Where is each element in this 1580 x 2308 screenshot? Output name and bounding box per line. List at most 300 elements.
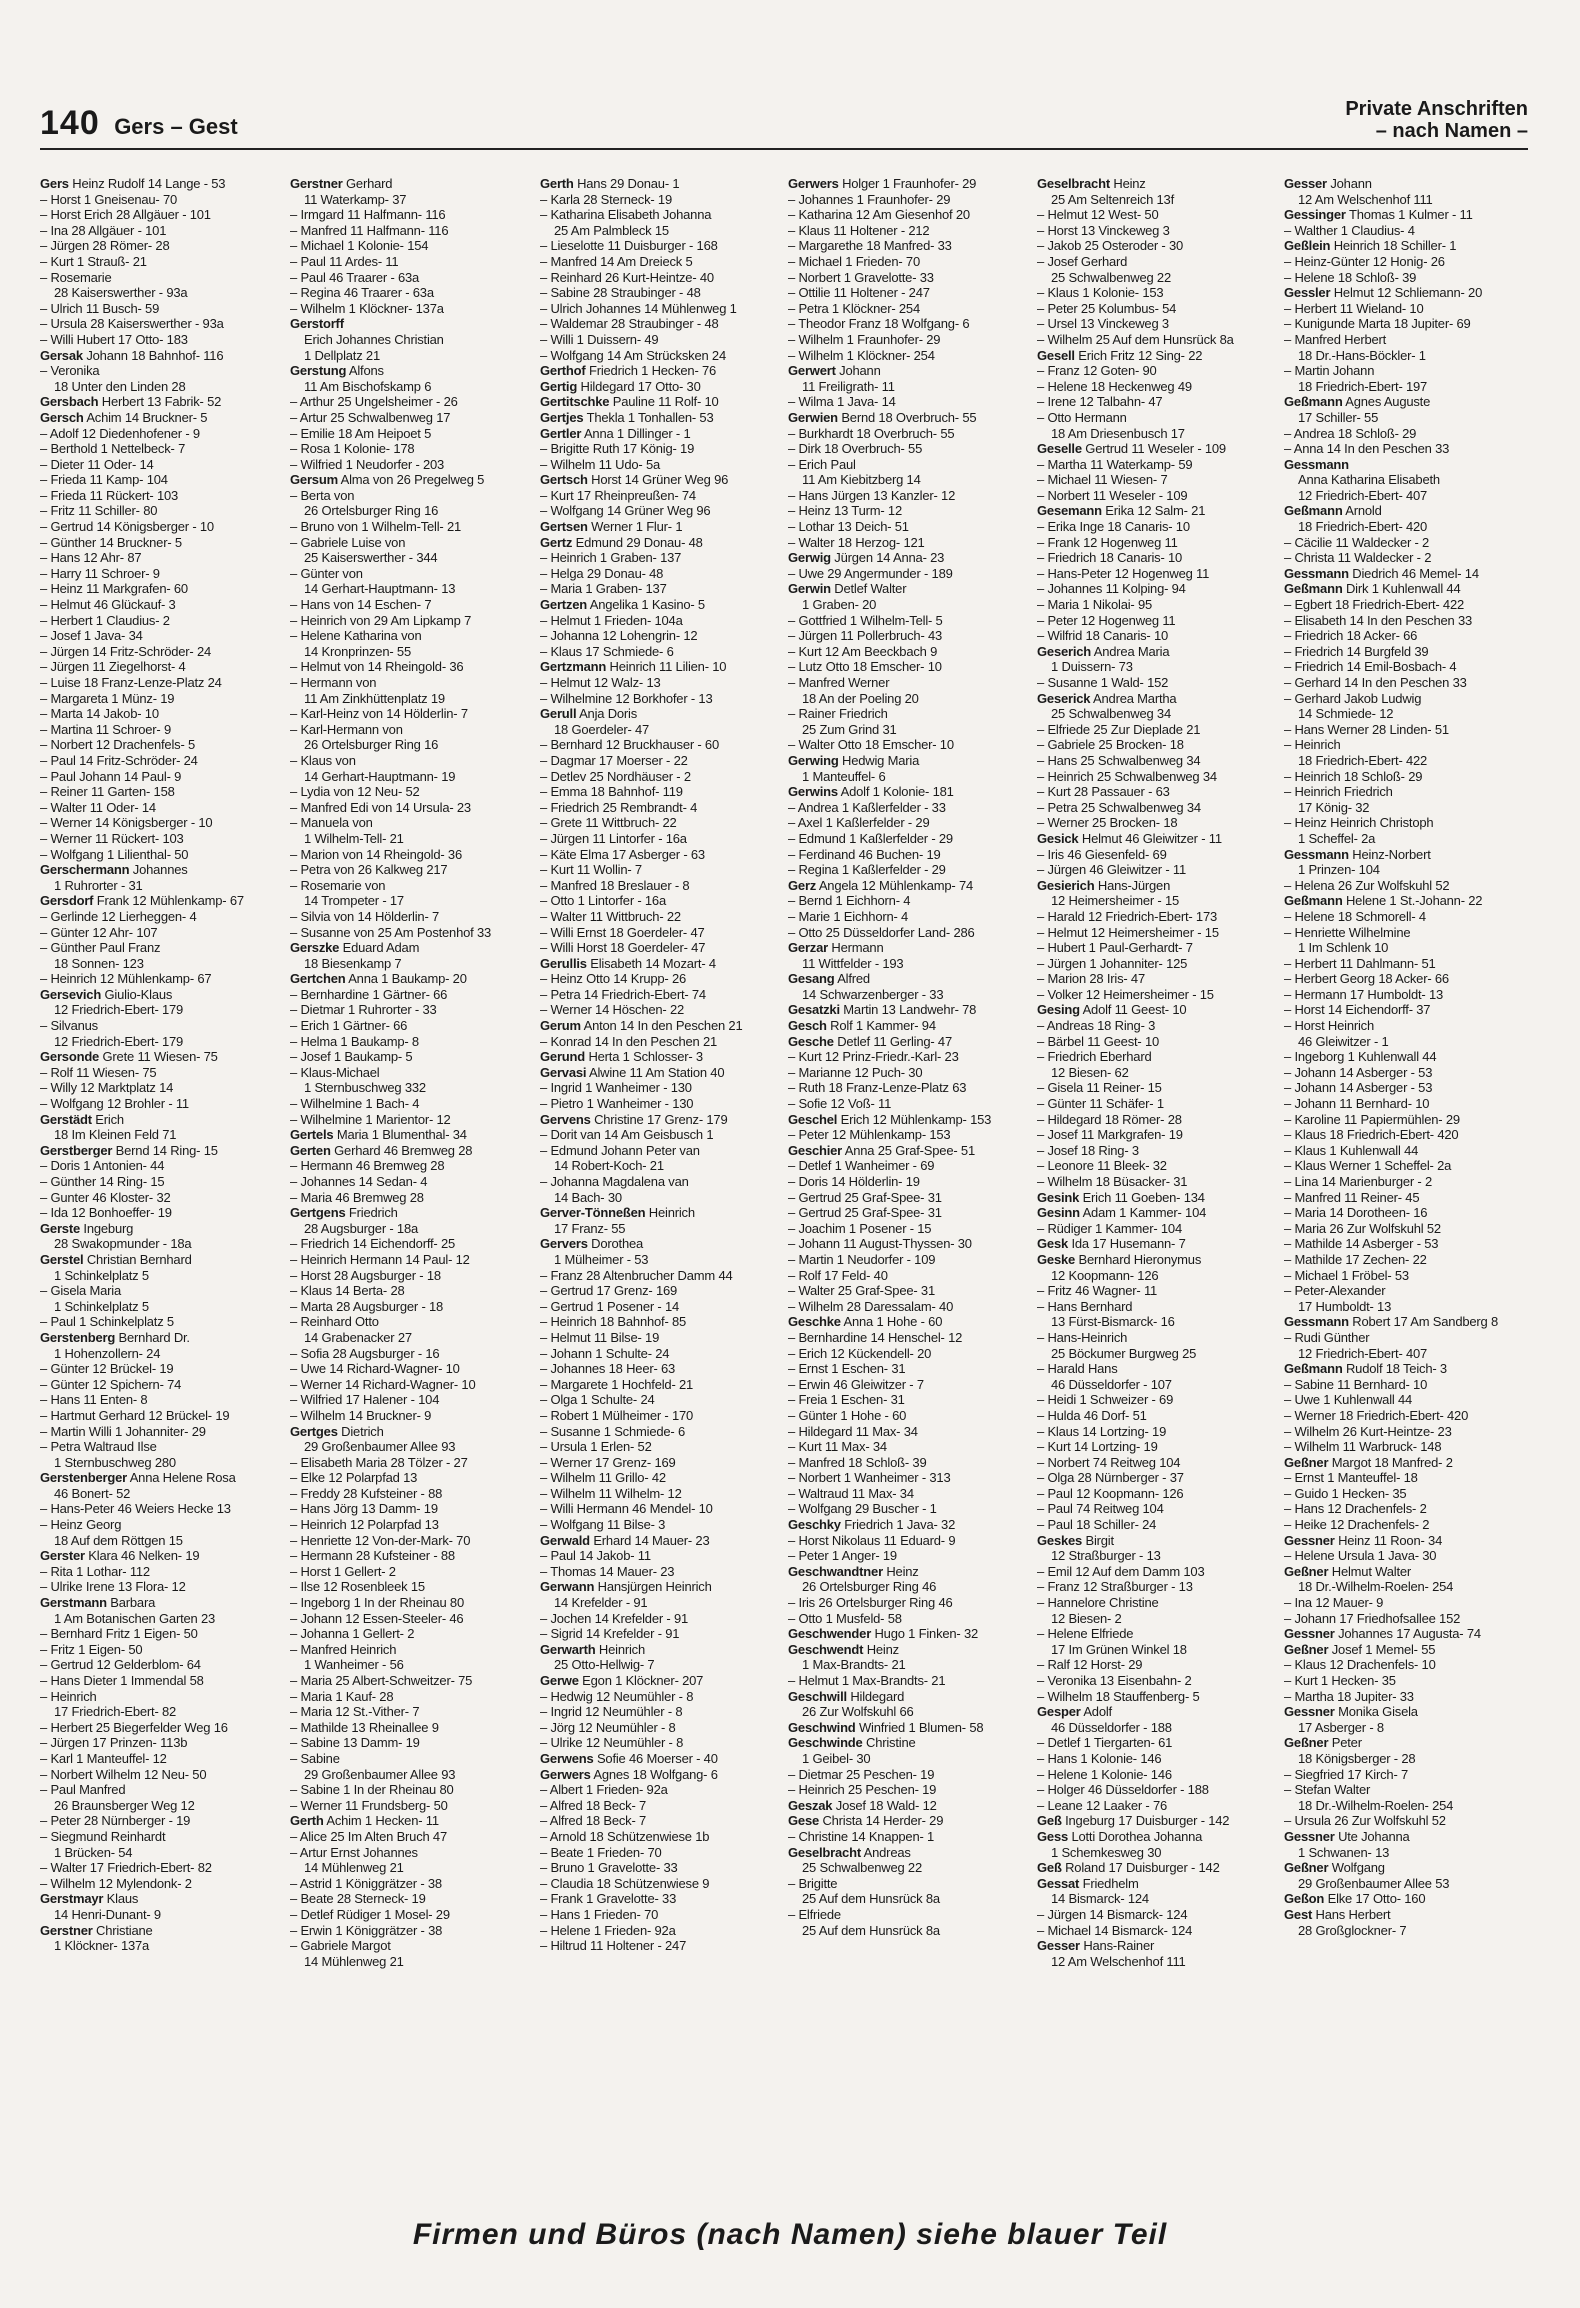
entry-text: Hugo 1 Finken- 32 bbox=[874, 1626, 979, 1642]
directory-entry bbox=[1037, 1143, 1277, 1159]
directory-entry bbox=[788, 1579, 1028, 1595]
entry-text: 13 Fürst-Bismarck- 16 bbox=[1051, 1314, 1175, 1330]
entry-surname: Gersum bbox=[290, 472, 338, 488]
directory-entry bbox=[540, 1486, 780, 1502]
directory-entry bbox=[1284, 535, 1524, 551]
entry-text: – Thomas 14 Mauer- 23 bbox=[540, 1563, 675, 1579]
entry-text: – Horst Erich 28 Allgäuer - 101 bbox=[40, 207, 211, 223]
entry-text: – Marta 14 Jakob- 10 bbox=[40, 706, 159, 722]
directory-entry bbox=[40, 706, 280, 722]
entry-text: 1 Brücken- 54 bbox=[54, 1844, 133, 1860]
directory-entry bbox=[788, 940, 1028, 956]
entry-text: 1 Wilhelm-Tell- 21 bbox=[304, 830, 404, 846]
entry-text: – Dietmar 25 Peschen- 19 bbox=[788, 1766, 935, 1782]
directory-entry bbox=[290, 394, 530, 410]
entry-text: Herta 1 Schlosser- 3 bbox=[588, 1049, 703, 1065]
section-title-line1: Private Anschriften bbox=[1345, 98, 1528, 120]
directory-entry bbox=[40, 503, 280, 519]
entry-text: – Berta von bbox=[290, 487, 355, 503]
entry-surname: Gessmann bbox=[1284, 846, 1349, 862]
directory-entry bbox=[40, 1377, 280, 1393]
directory-entry bbox=[788, 909, 1028, 925]
entry-surname: Gertler bbox=[540, 425, 582, 441]
directory-entry bbox=[40, 1408, 280, 1424]
entry-text: Erika 12 Salm- 21 bbox=[1105, 503, 1206, 519]
entry-text: – Helena 26 Zur Wolfskuhl 52 bbox=[1284, 877, 1450, 893]
entry-text: Grete 11 Wiesen- 75 bbox=[102, 1049, 218, 1065]
directory-entry bbox=[40, 1049, 280, 1065]
directory-entry bbox=[40, 426, 280, 442]
entry-text: Erhard 14 Mauer- 23 bbox=[593, 1532, 710, 1548]
directory-entry bbox=[290, 1346, 530, 1362]
entry-text: – Petra 14 Friedrich-Ebert- 74 bbox=[540, 986, 706, 1002]
directory-entry bbox=[40, 581, 280, 597]
directory-entry bbox=[290, 1767, 530, 1783]
entry-text: – Ulrich 11 Busch- 59 bbox=[40, 300, 160, 316]
directory-entry bbox=[1284, 1299, 1524, 1315]
directory-entry bbox=[788, 1408, 1028, 1424]
entry-text: Gerhard bbox=[346, 176, 393, 191]
entry-text: – Petra 1 Klöckner- 254 bbox=[788, 300, 920, 316]
entry-text: – Margareta 1 Münz- 19 bbox=[40, 690, 175, 706]
directory-entry bbox=[540, 909, 780, 925]
directory-entry bbox=[540, 472, 780, 488]
directory-entry bbox=[788, 1626, 1028, 1642]
entry-text: – Joachim 1 Posener - 15 bbox=[788, 1220, 932, 1236]
directory-entry bbox=[40, 1392, 280, 1408]
entry-text: 25 Schwalbenweg 22 bbox=[1051, 269, 1171, 285]
entry-text: – Henriette 12 Von-der-Mark- 70 bbox=[290, 1532, 471, 1548]
entry-text: – Gabriele Luise von bbox=[290, 534, 406, 550]
directory-entry bbox=[290, 519, 530, 535]
directory-entry bbox=[540, 1158, 780, 1174]
entry-text: – Günter 1 Hohe - 60 bbox=[788, 1407, 907, 1423]
entry-text: 26 Zur Wolfskuhl 66 bbox=[802, 1704, 914, 1720]
header-left bbox=[40, 104, 238, 143]
directory-entry bbox=[1284, 1018, 1524, 1034]
directory-entry bbox=[40, 987, 280, 1003]
entry-text: – Detlef Rüdiger 1 Mosel- 29 bbox=[290, 1906, 450, 1922]
entry-text: – Egbert 18 Friedrich-Ebert- 422 bbox=[1284, 597, 1465, 613]
entry-text: – Horst Nikolaus 11 Eduard- 9 bbox=[788, 1532, 956, 1548]
entry-text: Christian Bernhard bbox=[86, 1251, 192, 1267]
directory-entry bbox=[290, 878, 530, 894]
directory-entry bbox=[1037, 1642, 1277, 1658]
directory-entry bbox=[540, 1642, 780, 1658]
entry-text: – Manfred Heinrich bbox=[290, 1641, 397, 1657]
entry-text: 18 Dr.-Hans-Böckler- 1 bbox=[1298, 347, 1426, 363]
entry-text: – Michael 11 Wiesen- 7 bbox=[1037, 472, 1168, 488]
entry-surname: Geselle bbox=[1037, 441, 1082, 457]
directory-entry bbox=[290, 1268, 530, 1284]
directory-entry bbox=[290, 441, 530, 457]
directory-entry bbox=[40, 1626, 280, 1642]
directory-entry bbox=[1284, 1158, 1524, 1174]
directory-entry bbox=[1037, 1392, 1277, 1408]
directory-entry bbox=[40, 1127, 280, 1143]
entry-text: – Sabine 28 Straubinger - 48 bbox=[540, 285, 701, 301]
directory-entry bbox=[788, 1236, 1028, 1252]
directory-entry bbox=[290, 1829, 530, 1845]
directory-entry bbox=[1284, 379, 1524, 395]
entry-text: Klara 46 Nelken- 19 bbox=[88, 1548, 200, 1564]
entry-text: 14 Mühlenweg 21 bbox=[304, 1953, 404, 1969]
entry-text: – Jürgen 46 Gleiwitzer - 11 bbox=[1037, 862, 1186, 878]
entry-text: Anna Helene Rosa bbox=[129, 1470, 236, 1486]
directory-entry bbox=[1284, 737, 1524, 753]
directory-entry bbox=[1037, 1704, 1277, 1720]
directory-entry bbox=[1284, 1907, 1524, 1923]
entry-text: 26 Ortelsburger Ring 16 bbox=[304, 503, 439, 519]
directory-entry bbox=[1284, 1080, 1524, 1096]
entry-surname: Gertels bbox=[290, 1127, 334, 1143]
directory-entry bbox=[540, 659, 780, 675]
entry-text: – Ursula 26 Zur Wolfskuhl 52 bbox=[1284, 1813, 1446, 1829]
entry-text: 46 Düsseldorfer - 188 bbox=[1051, 1719, 1172, 1735]
entry-text: 25 Am Seltenreich 13f bbox=[1051, 191, 1174, 207]
entry-text: – Heinrich Friedrich bbox=[1284, 784, 1393, 800]
entry-text: – Wilhelmine 1 Marientor- 12 bbox=[290, 1111, 451, 1127]
directory-entry bbox=[290, 270, 530, 286]
directory-entry bbox=[788, 426, 1028, 442]
entry-surname: Geßmann bbox=[1284, 893, 1343, 909]
directory-entry bbox=[290, 987, 530, 1003]
entry-text: 18 Friedrich-Ebert- 420 bbox=[1298, 519, 1428, 535]
entry-text: – Klaus Werner 1 Scheffel- 2a bbox=[1284, 1158, 1452, 1174]
entry-text: – Silvia von 14 Hölderlin- 7 bbox=[290, 908, 440, 924]
directory-entry bbox=[540, 192, 780, 208]
entry-text: Herbert 13 Fabrik- 52 bbox=[101, 394, 222, 410]
entry-text: – Wilhelm 11 Udo- 5a bbox=[540, 456, 661, 472]
entry-surname: Gerten bbox=[290, 1142, 331, 1158]
entry-surname: Gese bbox=[788, 1813, 820, 1829]
directory-entry bbox=[290, 316, 530, 332]
entry-text: 17 Schiller- 55 bbox=[1298, 409, 1379, 425]
entry-surname: Geschwandtner bbox=[788, 1563, 883, 1579]
directory-entry bbox=[1284, 815, 1524, 831]
entry-text: – Erich Paul bbox=[788, 456, 856, 472]
directory-entry bbox=[1037, 1657, 1277, 1673]
directory-entry bbox=[1037, 176, 1277, 192]
entry-text: 25 Böckumer Burgweg 25 bbox=[1051, 1345, 1197, 1361]
directory-entry bbox=[290, 1486, 530, 1502]
directory-entry bbox=[290, 737, 530, 753]
directory-entry bbox=[1284, 254, 1524, 270]
directory-entry bbox=[40, 1673, 280, 1689]
entry-text: – Ursula 1 Erlen- 52 bbox=[540, 1439, 652, 1455]
directory-entry bbox=[788, 503, 1028, 519]
entry-text: – Martin 1 Neudorfer - 109 bbox=[788, 1251, 936, 1267]
entry-text: – Uwe 29 Angermunder - 189 bbox=[788, 565, 953, 581]
entry-text: 29 Großenbaumer Allee 93 bbox=[304, 1766, 456, 1782]
directory-entry bbox=[1284, 176, 1524, 192]
directory-entry bbox=[1037, 1626, 1277, 1642]
entry-text: Margot 18 Manfred- 2 bbox=[1331, 1454, 1453, 1470]
directory-entry bbox=[1037, 987, 1277, 1003]
directory-entry bbox=[540, 1283, 780, 1299]
entry-text: – Franz 12 Straßburger - 13 bbox=[1037, 1579, 1193, 1595]
directory-entry bbox=[40, 1299, 280, 1315]
entry-surname: Gertsch bbox=[540, 472, 588, 488]
entry-text: 25 Auf dem Hunsrück 8a bbox=[802, 1891, 940, 1907]
directory-entry bbox=[40, 1221, 280, 1237]
entry-text: Helmut 46 Gleiwitzer - 11 bbox=[1081, 830, 1222, 846]
entry-text: – Elfriede 25 Zur Dieplade 21 bbox=[1037, 721, 1201, 737]
entry-text: – Friedrich 18 Canaris- 10 bbox=[1037, 550, 1183, 566]
entry-surname: Gesell bbox=[1037, 347, 1075, 363]
directory-entry bbox=[540, 426, 780, 442]
entry-text: 26 Ortelsburger Ring 16 bbox=[304, 737, 439, 753]
entry-text: – Andrea 18 Schloß- 29 bbox=[1284, 425, 1417, 441]
entry-surname: Gertitschke bbox=[540, 394, 610, 410]
directory-entry bbox=[1284, 1517, 1524, 1533]
entry-text: – Hans 1 Frieden- 70 bbox=[540, 1906, 659, 1922]
directory-entry bbox=[540, 1330, 780, 1346]
entry-text: 17 Humboldt- 13 bbox=[1298, 1298, 1392, 1314]
directory-entry bbox=[40, 613, 280, 629]
directory-entry bbox=[1037, 1377, 1277, 1393]
entry-text: – Karl 1 Manteuffel- 12 bbox=[40, 1750, 167, 1766]
entry-text: – Michael 14 Bismarck- 124 bbox=[1037, 1922, 1193, 1938]
directory-entry bbox=[540, 535, 780, 551]
directory-entry bbox=[290, 1392, 530, 1408]
entry-text: – Harald 12 Friedrich-Ebert- 173 bbox=[1037, 908, 1218, 924]
directory-entry bbox=[788, 784, 1028, 800]
entry-text: Anna 1 Dillinger - 1 bbox=[583, 425, 691, 441]
directory-entry bbox=[290, 410, 530, 426]
entry-text: – Hans Jörg 13 Damm- 19 bbox=[290, 1501, 438, 1517]
directory-entry bbox=[788, 1704, 1028, 1720]
entry-text: – Artur 25 Schwalbenweg 17 bbox=[290, 409, 451, 425]
directory-entry bbox=[40, 192, 280, 208]
entry-text: – Werner 18 Friedrich-Ebert- 420 bbox=[1284, 1407, 1469, 1423]
directory-entry bbox=[788, 597, 1028, 613]
entry-text: – Kurt 12 Am Beeckbach 9 bbox=[788, 643, 938, 659]
entry-text: – Walter Otto 18 Emscher- 10 bbox=[788, 737, 954, 753]
entry-text: – Ruth 18 Franz-Lenze-Platz 63 bbox=[788, 1080, 967, 1096]
entry-text: Hildegard 17 Otto- 30 bbox=[580, 378, 701, 394]
directory-entry bbox=[1037, 1346, 1277, 1362]
directory-entry bbox=[1284, 363, 1524, 379]
entry-surname: Geselbracht bbox=[788, 1844, 861, 1860]
entry-text: – Gunter 46 Kloster- 32 bbox=[40, 1189, 171, 1205]
directory-entry bbox=[1037, 893, 1277, 909]
entry-surname: Gerstenberger bbox=[40, 1470, 127, 1486]
entry-text: – Heinrich bbox=[40, 1688, 97, 1704]
entry-text: – Werner 11 Rückert- 103 bbox=[40, 830, 184, 846]
directory-entry bbox=[540, 1439, 780, 1455]
entry-surname: Gesper bbox=[1037, 1704, 1081, 1720]
entry-text: – Brigitte bbox=[788, 1875, 838, 1891]
entry-text: 11 Am Zinkhüttenplatz 19 bbox=[304, 690, 445, 706]
directory-entry bbox=[40, 971, 280, 987]
entry-text: – Hans von 14 Eschen- 7 bbox=[290, 597, 432, 613]
directory-entry bbox=[788, 519, 1028, 535]
entry-text: – Ingeborg 1 Kuhlenwall 44 bbox=[1284, 1049, 1437, 1065]
entry-text: 25 Am Palmbleck 15 bbox=[554, 222, 669, 238]
directory-entry bbox=[290, 1190, 530, 1206]
directory-entry bbox=[788, 815, 1028, 831]
directory-entry bbox=[290, 1579, 530, 1595]
directory-entry bbox=[1037, 925, 1277, 941]
entry-text: – Friedrich 14 Emil-Bosbach- 4 bbox=[1284, 659, 1457, 675]
directory-entry bbox=[788, 441, 1028, 457]
directory-entry bbox=[1037, 441, 1277, 457]
entry-text: – Jürgen 28 Römer- 28 bbox=[40, 238, 170, 254]
entry-text: Hans Herbert bbox=[1315, 1906, 1391, 1922]
directory-entry bbox=[290, 1361, 530, 1377]
entry-text: 14 Krefelder - 91 bbox=[554, 1595, 648, 1611]
directory-entry bbox=[1284, 301, 1524, 317]
directory-entry bbox=[1037, 1798, 1277, 1814]
directory-entry bbox=[40, 348, 280, 364]
entry-text: – Manfred Werner bbox=[788, 675, 890, 690]
entry-text: 1 Wanheimer - 56 bbox=[304, 1657, 404, 1673]
directory-entry bbox=[788, 1470, 1028, 1486]
entry-text: – Uwe 14 Richard-Wagner- 10 bbox=[290, 1361, 460, 1377]
entry-surname: Gerth bbox=[290, 1813, 324, 1829]
entry-text: – Peter 25 Kolumbus- 54 bbox=[1037, 300, 1177, 316]
entry-text: – Rolf 17 Feld- 40 bbox=[788, 1267, 888, 1283]
directory-entry bbox=[540, 1704, 780, 1720]
entry-text: 29 Großenbaumer Allee 53 bbox=[1298, 1875, 1450, 1891]
directory-entry bbox=[290, 379, 530, 395]
directory-entry bbox=[1284, 1470, 1524, 1486]
entry-text: – Günter 12 Ahr- 107 bbox=[40, 924, 158, 940]
directory-entry bbox=[788, 1501, 1028, 1517]
entry-text: Hans-Jürgen bbox=[1097, 877, 1171, 893]
directory-entry bbox=[40, 753, 280, 769]
entry-text: – Heinrich von 29 Am Lipkamp 7 bbox=[290, 612, 472, 628]
directory-entry bbox=[1037, 878, 1277, 894]
entry-surname: Gessinger bbox=[1284, 207, 1346, 223]
entry-text: 1 Schwanen- 13 bbox=[1298, 1844, 1390, 1860]
entry-text: – Ralf 12 Horst- 29 bbox=[1037, 1657, 1143, 1673]
entry-text: – Ursel 13 Vinckeweg 3 bbox=[1037, 316, 1169, 332]
entry-text: – Jürgen 11 Lintorfer - 16a bbox=[540, 830, 687, 846]
entry-text: Friedrich 1 Java- 32 bbox=[844, 1517, 956, 1533]
entry-text: – Horst 13 Vinckeweg 3 bbox=[1037, 222, 1170, 238]
entry-text: – Heinz 11 Markgrafen- 60 bbox=[40, 581, 188, 597]
entry-text: – Hartmut Gerhard 12 Brückel- 19 bbox=[40, 1407, 230, 1423]
entry-text: – Hans 12 Ahr- 87 bbox=[40, 550, 142, 566]
entry-text: – Helma 1 Baukamp- 8 bbox=[290, 1033, 419, 1049]
entry-text: 18 Dr.-Wilhelm-Roelen- 254 bbox=[1298, 1797, 1454, 1813]
directory-entry bbox=[1037, 1564, 1277, 1580]
entry-text: 18 Königsberger - 28 bbox=[1298, 1750, 1416, 1766]
entry-text: – Lydia von 12 Neu- 52 bbox=[290, 784, 420, 800]
entry-text: – Iris 26 Ortelsburger Ring 46 bbox=[788, 1595, 953, 1611]
directory-entry bbox=[788, 1127, 1028, 1143]
entry-surname: Gessner bbox=[1284, 1704, 1335, 1720]
directory-entry bbox=[1037, 394, 1277, 410]
entry-text: – Marie 1 Eichhorn- 4 bbox=[788, 908, 909, 924]
directory-entry bbox=[540, 332, 780, 348]
entry-text: – Petra von 26 Kalkweg 217 bbox=[290, 862, 448, 878]
entry-text: Heinz 11 Roon- 34 bbox=[1338, 1532, 1443, 1548]
directory-entry bbox=[540, 1408, 780, 1424]
entry-text: – Dietmar 1 Ruhrorter - 33 bbox=[290, 1002, 437, 1018]
directory-entry bbox=[1284, 1252, 1524, 1268]
directory-entry bbox=[1284, 566, 1524, 582]
entry-text: – Rudi Günther bbox=[1284, 1329, 1370, 1345]
entry-text: – Veronika bbox=[40, 363, 100, 379]
directory-entry bbox=[1284, 332, 1524, 348]
directory-entry bbox=[1284, 784, 1524, 800]
directory-entry bbox=[540, 1548, 780, 1564]
entry-text: – Otto 1 Musfeld- 58 bbox=[788, 1610, 902, 1626]
directory-entry bbox=[1284, 1268, 1524, 1284]
entry-text: – Johann 1 Schulte- 24 bbox=[540, 1345, 670, 1361]
entry-text: – Margarethe 18 Manfred- 33 bbox=[788, 238, 952, 254]
entry-text: – Herbert 11 Wieland- 10 bbox=[1284, 300, 1424, 316]
directory-entry bbox=[40, 1689, 280, 1705]
directory-entry bbox=[1037, 784, 1277, 800]
directory-entry bbox=[1037, 1361, 1277, 1377]
directory-entry bbox=[540, 628, 780, 644]
entry-text: – Bernhard 12 Bruckhauser - 60 bbox=[540, 737, 719, 753]
directory-column-6 bbox=[1284, 176, 1524, 2172]
entry-text: – Martha 18 Jupiter- 33 bbox=[1284, 1688, 1414, 1704]
entry-text: Dirk 1 Kuhlenwall 44 bbox=[1345, 581, 1461, 597]
entry-text: – Helene Elfriede bbox=[1037, 1626, 1134, 1642]
directory-entry bbox=[1284, 1486, 1524, 1502]
entry-text: – Peter-Alexander bbox=[1284, 1283, 1386, 1299]
directory-entry bbox=[40, 1579, 280, 1595]
entry-surname: Gerstmann bbox=[40, 1595, 107, 1611]
entry-text: – Karl-Heinz von 14 Hölderlin- 7 bbox=[290, 706, 468, 722]
entry-text: – Erich 1 Gärtner- 66 bbox=[290, 1018, 408, 1034]
directory-entry bbox=[540, 1096, 780, 1112]
directory-entry bbox=[788, 1767, 1028, 1783]
entry-text: Barbara bbox=[110, 1595, 156, 1611]
directory-entry bbox=[1284, 1112, 1524, 1128]
directory-entry bbox=[540, 691, 780, 707]
entry-text: – Helene 18 Schloß- 39 bbox=[1284, 269, 1417, 285]
directory-entry bbox=[1284, 1439, 1524, 1455]
entry-text: – Hermann 46 Bremweg 28 bbox=[290, 1158, 445, 1174]
entry-surname: Gerwien bbox=[788, 409, 838, 425]
entry-text: Klaus bbox=[106, 1891, 139, 1907]
directory-entry bbox=[290, 784, 530, 800]
entry-text: – Lothar 13 Deich- 51 bbox=[788, 519, 909, 535]
entry-text: – Wilhelm 11 Warbruck- 148 bbox=[1284, 1439, 1442, 1455]
directory-entry bbox=[40, 285, 280, 301]
directory-entry bbox=[1284, 925, 1524, 941]
entry-text: – Kurt 1 Hecken- 35 bbox=[1284, 1673, 1396, 1688]
entry-text: Angela 12 Mühlenkamp- 74 bbox=[818, 877, 974, 893]
entry-surname: Gerstenberg bbox=[40, 1329, 116, 1345]
directory-entry bbox=[1037, 1767, 1277, 1783]
directory-entry bbox=[1037, 1954, 1277, 1970]
entry-text: – Ulrich Johannes 14 Mühlenweg 1 bbox=[540, 300, 737, 316]
entry-text: Dietrich bbox=[341, 1423, 384, 1439]
entry-text: Rudolf 18 Teich- 3 bbox=[1345, 1361, 1447, 1377]
entry-text: – Andrea 1 Kaßlerfelder - 33 bbox=[788, 799, 946, 815]
directory-entry bbox=[40, 1252, 280, 1268]
directory-entry bbox=[1284, 613, 1524, 629]
entry-text: 18 An der Poeling 20 bbox=[802, 690, 919, 706]
directory-entry bbox=[40, 1595, 280, 1611]
directory-entry bbox=[290, 1034, 530, 1050]
entry-text: 11 Freiligrath- 11 bbox=[802, 378, 895, 394]
entry-text: – Werner 14 Königsberger - 10 bbox=[40, 815, 213, 831]
entry-text: – Hans Bernhard bbox=[1037, 1298, 1133, 1314]
entry-text: – Josef Gerhard bbox=[1037, 253, 1128, 269]
entry-text: – Paul Johann 14 Paul- 9 bbox=[40, 768, 182, 784]
entry-text: – Klaus 12 Drachenfels- 10 bbox=[1284, 1657, 1436, 1673]
entry-text: – Wilhelmine 12 Borkhofer - 13 bbox=[540, 690, 713, 706]
